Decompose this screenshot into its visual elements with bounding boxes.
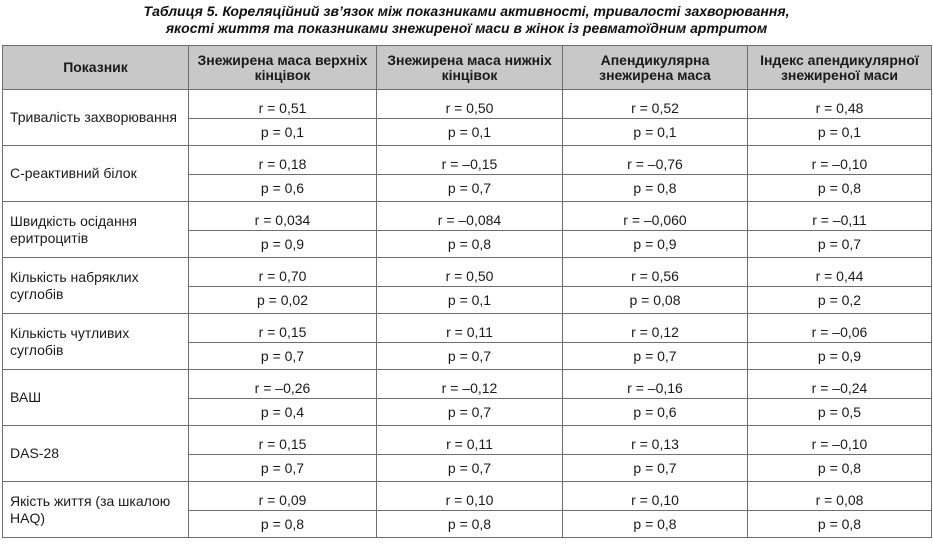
r-value-cell: r = –0,10 (748, 426, 932, 455)
p-value-cell: p = 0,1 (748, 119, 932, 146)
r-value-cell: r = 0,44 (748, 258, 932, 287)
p-value-cell: p = 0,6 (563, 399, 748, 426)
caption-line-1: Таблиця 5. Кореляційний зв’язок між показниками активності, тривалості захворювання, (143, 3, 790, 19)
p-value-cell: p = 0,8 (563, 175, 748, 202)
correlation-table (2, 45, 932, 538)
p-value-cell: p = 0,7 (563, 455, 748, 482)
table-row-r (3, 426, 932, 455)
r-value-cell: r = 0,52 (563, 90, 748, 119)
r-value-cell: r = 0,09 (189, 482, 377, 511)
p-value-cell: p = 0,5 (748, 399, 932, 426)
table-body (3, 90, 932, 538)
table-row-r (3, 370, 932, 399)
p-value-cell: p = 0,9 (748, 343, 932, 370)
r-value-cell: r = 0,08 (748, 482, 932, 511)
r-value-cell: r = –0,12 (377, 370, 563, 399)
r-value-cell: r = –0,16 (563, 370, 748, 399)
p-value-cell: p = 0,7 (563, 343, 748, 370)
p-value-cell: p = 0,7 (377, 343, 563, 370)
p-value-cell: p = 0,8 (748, 175, 932, 202)
p-value-cell: p = 0,2 (748, 287, 932, 314)
table-row-r (3, 258, 932, 287)
r-value-cell: r = 0,034 (189, 202, 377, 231)
table-row-r (3, 314, 932, 343)
indicator-cell: Кількість набряклих суглобів (3, 258, 189, 314)
r-value-cell: r = –0,11 (748, 202, 932, 231)
header-row (3, 46, 932, 90)
p-value-cell: p = 0,7 (377, 399, 563, 426)
p-value-cell: p = 0,8 (189, 511, 377, 538)
p-value-cell: p = 0,1 (189, 119, 377, 146)
header-lower-limbs-lean-mass: Знежирена маса нижніх кінцівок (377, 46, 563, 90)
p-value-cell: p = 0,7 (748, 231, 932, 258)
r-value-cell: r = 0,11 (377, 426, 563, 455)
indicator-cell: Тривалість захворювання (3, 90, 189, 146)
table-row-r (3, 146, 932, 175)
caption-line-2: якості життя та показниками знежиреної маси в жінок із ревматоїдним артритом (165, 20, 768, 36)
p-value-cell: p = 0,8 (748, 511, 932, 538)
indicator-cell: Якість життя (за шкалою HAQ) (3, 482, 189, 538)
indicator-cell: Кількість чутливих суглобів (3, 314, 189, 370)
p-value-cell: p = 0,7 (189, 455, 377, 482)
r-value-cell: r = 0,50 (377, 258, 563, 287)
p-value-cell: p = 0,7 (189, 343, 377, 370)
p-value-cell: p = 0,9 (189, 231, 377, 258)
table-caption (0, 3, 933, 37)
r-value-cell: r = –0,10 (748, 146, 932, 175)
r-value-cell: r = 0,12 (563, 314, 748, 343)
indicator-cell: DAS-28 (3, 426, 189, 482)
r-value-cell: r = –0,26 (189, 370, 377, 399)
r-value-cell: r = –0,060 (563, 202, 748, 231)
table-row-r (3, 482, 932, 511)
r-value-cell: r = 0,70 (189, 258, 377, 287)
indicator-cell: ВАШ (3, 370, 189, 426)
r-value-cell: r = 0,13 (563, 426, 748, 455)
r-value-cell: r = 0,48 (748, 90, 932, 119)
header-appendicular-lean-mass: Апендикулярна знежирена маса (563, 46, 748, 90)
p-value-cell: p = 0,08 (563, 287, 748, 314)
p-value-cell: p = 0,1 (377, 287, 563, 314)
indicator-cell: Швидкість осідання еритроцитів (3, 202, 189, 258)
r-value-cell: r = –0,76 (563, 146, 748, 175)
p-value-cell: p = 0,8 (377, 231, 563, 258)
r-value-cell: r = 0,18 (189, 146, 377, 175)
header-upper-limbs-lean-mass: Знежирена маса верхніх кінцівок (189, 46, 377, 90)
r-value-cell: r = 0,10 (377, 482, 563, 511)
r-value-cell: r = –0,15 (377, 146, 563, 175)
r-value-cell: r = –0,084 (377, 202, 563, 231)
p-value-cell: p = 0,1 (377, 119, 563, 146)
table-row-r (3, 90, 932, 119)
p-value-cell: p = 0,1 (563, 119, 748, 146)
r-value-cell: r = 0,51 (189, 90, 377, 119)
r-value-cell: r = 0,50 (377, 90, 563, 119)
p-value-cell: p = 0,9 (563, 231, 748, 258)
p-value-cell: p = 0,6 (189, 175, 377, 202)
p-value-cell: p = 0,7 (377, 175, 563, 202)
header-indicator: Показник (3, 46, 189, 90)
r-value-cell: r = 0,10 (563, 482, 748, 511)
r-value-cell: r = 0,15 (189, 314, 377, 343)
header-appendicular-lean-mass-index: Індекс апендикулярної знежиреної маси (748, 46, 932, 90)
p-value-cell: p = 0,4 (189, 399, 377, 426)
indicator-cell: С-реактивний білок (3, 146, 189, 202)
r-value-cell: r = 0,15 (189, 426, 377, 455)
r-value-cell: r = –0,24 (748, 370, 932, 399)
r-value-cell: r = 0,56 (563, 258, 748, 287)
p-value-cell: p = 0,02 (189, 287, 377, 314)
p-value-cell: p = 0,7 (377, 455, 563, 482)
r-value-cell: r = 0,11 (377, 314, 563, 343)
p-value-cell: p = 0,8 (377, 511, 563, 538)
p-value-cell: p = 0,8 (563, 511, 748, 538)
p-value-cell: p = 0,8 (748, 455, 932, 482)
table-row-r (3, 202, 932, 231)
r-value-cell: r = –0,06 (748, 314, 932, 343)
